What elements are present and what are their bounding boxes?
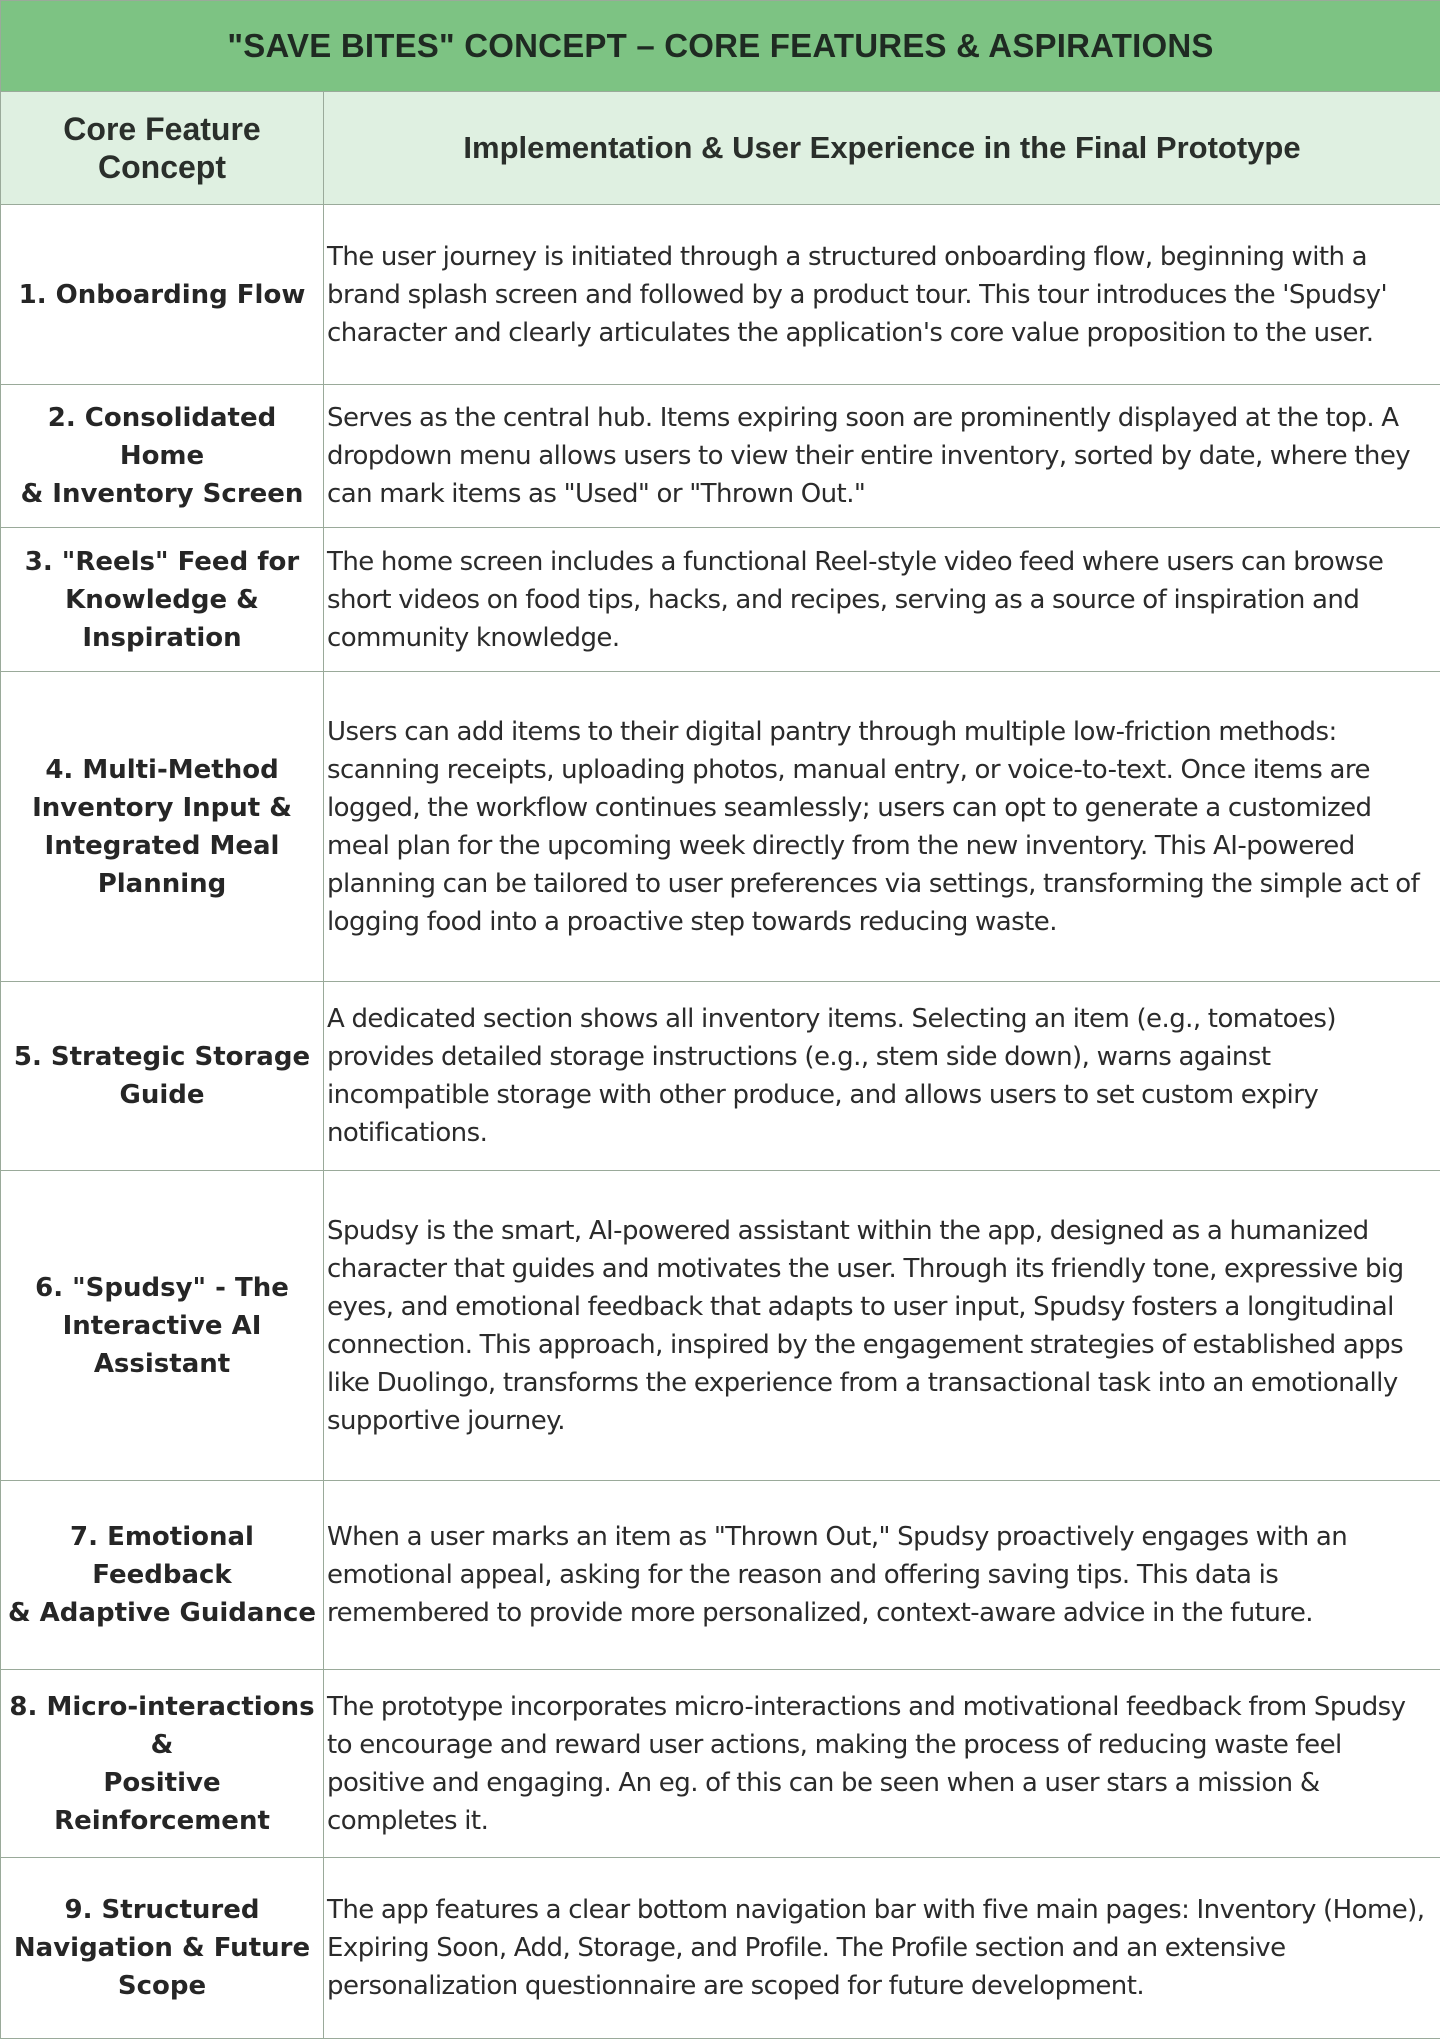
feature-line: Inspiration <box>7 619 317 657</box>
description-cell: When a user marks an item as "Thrown Out," Spudsy proactively engages with an emotional appeal, asking for the reason and offering saving tips. This data is remembered to provide more personalized, context-aware advice in the future. <box>324 1481 1440 1670</box>
feature-cell <box>1 982 324 1171</box>
description-cell: The prototype incorporates micro-interactions and motivational feedback from Spudsy to encourage and reward user actions, making the process of reducing waste feel positive and engaging. An eg. of this can be seen when a user stars a mission & completes it. <box>324 1670 1440 1858</box>
feature-cell <box>1 385 324 528</box>
table-row <box>1 528 1440 672</box>
feature-line: 3. "Reels" Feed for <box>7 543 317 581</box>
feature-line: 8. Micro-interactions & <box>7 1688 317 1764</box>
table-row <box>1 982 1440 1171</box>
table-row <box>1 1481 1440 1670</box>
description-cell: Serves as the central hub. Items expiring soon are prominently displayed at the top. A dropdown menu allows users to view their entire inventory, sorted by date, where they can mark items as "Used" or "Thrown Out." <box>324 385 1440 528</box>
feature-line: Navigation & Future <box>7 1929 317 1967</box>
feature-cell <box>1 672 324 982</box>
feature-line: Integrated Meal <box>7 827 317 865</box>
description-cell: The user journey is initiated through a structured onboarding flow, beginning with a brand splash screen and followed by a product tour. This tour introduces the 'Spudsy' character and clearly articulates the application's core value proposition to the user. <box>324 205 1440 385</box>
table-title: "SAVE BITES" CONCEPT – CORE FEATURES & ASPIRATIONS <box>1 1 1440 92</box>
column-header-feature <box>1 92 324 205</box>
description-cell: The home screen includes a functional Reel-style video feed where users can browse short videos on food tips, hacks, and recipes, serving as a source of inspiration and community knowledge. <box>324 528 1440 672</box>
description-cell: The app features a clear bottom navigation bar with five main pages: Inventory (Home), Expiring Soon, Add, Storage, and Profile. The Profile section and an extensive personalization questionnaire are scoped for future development. <box>324 1858 1440 2039</box>
feature-cell <box>1 205 324 385</box>
description-cell: Users can add items to their digital pantry through multiple low-friction methods: scanning receipts, uploading photos, manual entry, or voice-to-text. Once items are logged, the workflow continues seamlessly; users can opt to generate a customized meal plan for the upcoming week directly from the new inventory. This AI-powered planning can be tailored to user preferences via settings, transforming the simple act of logging food into a proactive step towards reducing waste. <box>324 672 1440 982</box>
description-cell: Spudsy is the smart, AI-powered assistant within the app, designed as a humanized character that guides and motivates the user. Through its friendly tone, expressive big eyes, and emotional feedback that adapts to user input, Spudsy fosters a longitudinal connection. This approach, inspired by the engagement strategies of established apps like Duolingo, transforms the experience from a transactional task into an emotionally supportive journey. <box>324 1171 1440 1481</box>
feature-line: 9. Structured <box>7 1891 317 1929</box>
feature-line: Positive <box>7 1764 317 1802</box>
table-row <box>1 205 1440 385</box>
feature-line: Assistant <box>7 1345 317 1383</box>
column-header-implementation: Implementation & User Experience in the Final Prototype <box>324 92 1440 205</box>
description-cell: A dedicated section shows all inventory items. Selecting an item (e.g., tomatoes) provides detailed storage instructions (e.g., stem side down), warns against incompatible storage with other produce, and allows users to set custom expiry notifications. <box>324 982 1440 1171</box>
feature-line: Knowledge & <box>7 581 317 619</box>
table-row <box>1 1171 1440 1481</box>
table-row <box>1 672 1440 982</box>
feature-line: Guide <box>7 1076 317 1114</box>
title-row <box>1 1 1440 92</box>
feature-line: Interactive AI <box>7 1307 317 1345</box>
feature-line: Scope <box>7 1967 317 2005</box>
feature-line: Reinforcement <box>7 1802 317 1840</box>
feature-line: 7. Emotional Feedback <box>7 1518 317 1594</box>
column-header-feature-line2: Concept <box>2 148 322 186</box>
feature-cell <box>1 1858 324 2039</box>
feature-line: 2. Consolidated Home <box>7 399 317 475</box>
feature-line: & Adaptive Guidance <box>7 1594 317 1632</box>
feature-line: 5. Strategic Storage <box>7 1038 317 1076</box>
table-row <box>1 1670 1440 1858</box>
feature-line: Inventory Input & <box>7 789 317 827</box>
table-row <box>1 385 1440 528</box>
feature-line: 1. Onboarding Flow <box>7 276 317 314</box>
header-row <box>1 92 1440 205</box>
feature-line: 6. "Spudsy" - The <box>7 1269 317 1307</box>
feature-cell <box>1 1670 324 1858</box>
feature-line: & Inventory Screen <box>7 475 317 513</box>
feature-line: 4. Multi-Method <box>7 751 317 789</box>
feature-cell <box>1 1481 324 1670</box>
table-row <box>1 1858 1440 2039</box>
feature-cell <box>1 1171 324 1481</box>
feature-line: Planning <box>7 865 317 903</box>
feature-cell <box>1 528 324 672</box>
column-header-feature-line1: Core Feature <box>2 110 322 148</box>
